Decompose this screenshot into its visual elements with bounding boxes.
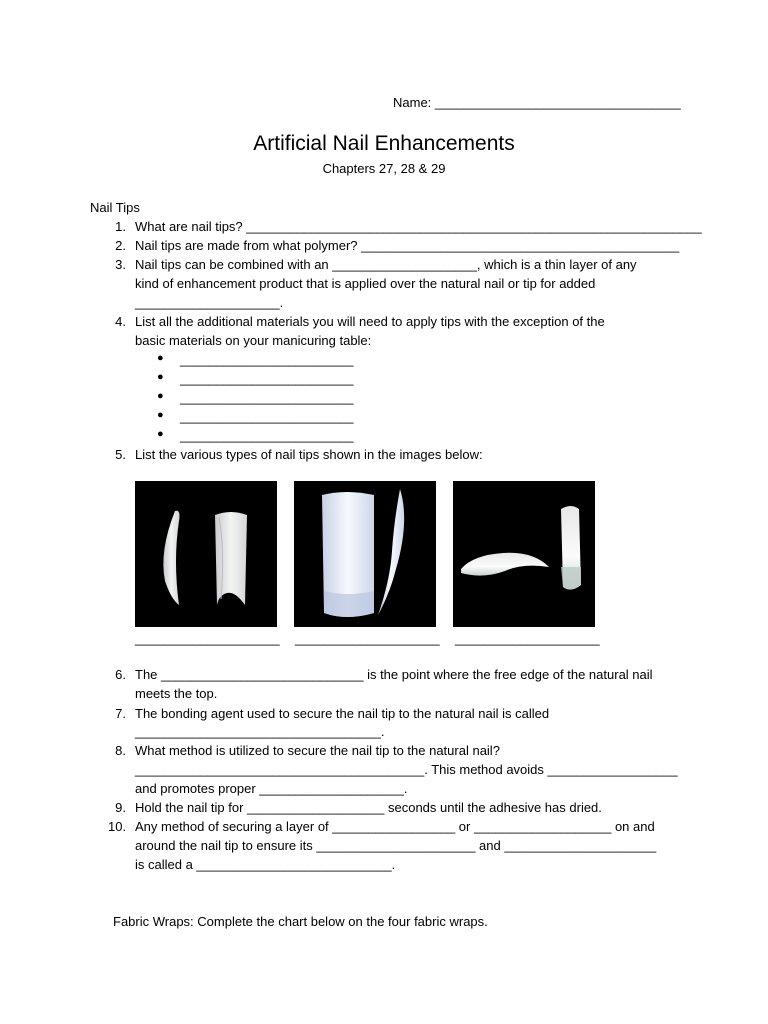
nail-tip-photo-1 [135, 481, 277, 627]
question-4-line: basic materials on your manicuring table: [135, 333, 372, 348]
image-caption-blank-2: ____________________ [295, 631, 440, 646]
question-number: 4. [115, 314, 126, 329]
question-3-line: kind of enhancement product that is applied over the natural nail or tip for added [135, 276, 596, 291]
page-title: Artificial Nail Enhancements [253, 132, 515, 155]
question-number: 7. [115, 706, 126, 721]
nail-tip-photo-3 [453, 481, 595, 627]
question-number: 2. [115, 238, 126, 253]
materials-blank: ________________________ [180, 352, 354, 367]
page-subtitle: Chapters 27, 28 & 29 [322, 161, 446, 176]
question-number: 3. [115, 257, 126, 272]
question-4-line: List all the additional materials you will need to apply tips with the exception of the [135, 314, 605, 329]
question-6-line: The ____________________________ is the point where the free edge of the natural nail [135, 667, 653, 682]
question-2: Nail tips are made from what polymer? ____________________________________________ [135, 238, 680, 253]
image-caption-blank-3: ____________________ [455, 631, 600, 646]
question-1: What are nail tips? _______________________________________________________________ [135, 219, 702, 234]
nail-tip-photo-2 [294, 481, 436, 627]
question-6-line: meets the top. [135, 686, 218, 701]
materials-blank: ________________________ [180, 428, 354, 443]
question-number: 6. [115, 667, 126, 682]
question-7-line: __________________________________. [135, 724, 385, 739]
question-10-line: around the nail tip to ensure its ______________________ and _____________________ [135, 838, 657, 853]
question-8-line: What method is utilized to secure the nail tip to the natural nail? [135, 743, 500, 758]
question-number: 9. [115, 800, 126, 815]
bullet-icon: ● [157, 390, 164, 402]
question-number: 8. [115, 743, 126, 758]
question-10-line: Any method of securing a layer of _________________ or ___________________ on and [135, 819, 655, 834]
question-9: Hold the nail tip for ___________________ seconds until the adhesive has dried. [135, 800, 602, 815]
fabric-wraps-instruction: Fabric Wraps: Complete the chart below on the four fabric wraps. [113, 914, 488, 929]
question-3-line: Nail tips can be combined with an ____________________, which is a thin layer of any [135, 257, 637, 272]
bullet-icon: ● [157, 428, 164, 440]
materials-blank: ________________________ [180, 371, 354, 386]
image-caption-blank-1: ____________________ [135, 631, 280, 646]
question-10-line: is called a ___________________________. [135, 857, 396, 872]
section-heading-nail-tips: Nail Tips [90, 200, 140, 215]
question-number: 5. [115, 447, 126, 462]
bullet-icon: ● [157, 352, 164, 364]
question-8-line: and promotes proper ____________________. [135, 781, 408, 796]
question-5: List the various types of nail tips shown in the images below: [135, 447, 483, 462]
question-3-line: ____________________. [135, 295, 284, 310]
bullet-icon: ● [157, 409, 164, 421]
question-8-line: ________________________________________. This method avoids __________________ [135, 762, 678, 777]
question-7-line: The bonding agent used to secure the nail tip to the natural nail is called [135, 706, 550, 721]
bullet-icon: ● [157, 371, 164, 383]
materials-blank: ________________________ [180, 390, 354, 405]
materials-blank: ________________________ [180, 409, 354, 424]
question-number: 1. [115, 219, 126, 234]
question-number: 10. [108, 819, 127, 834]
name-field-label: Name: __________________________________ [393, 95, 681, 110]
